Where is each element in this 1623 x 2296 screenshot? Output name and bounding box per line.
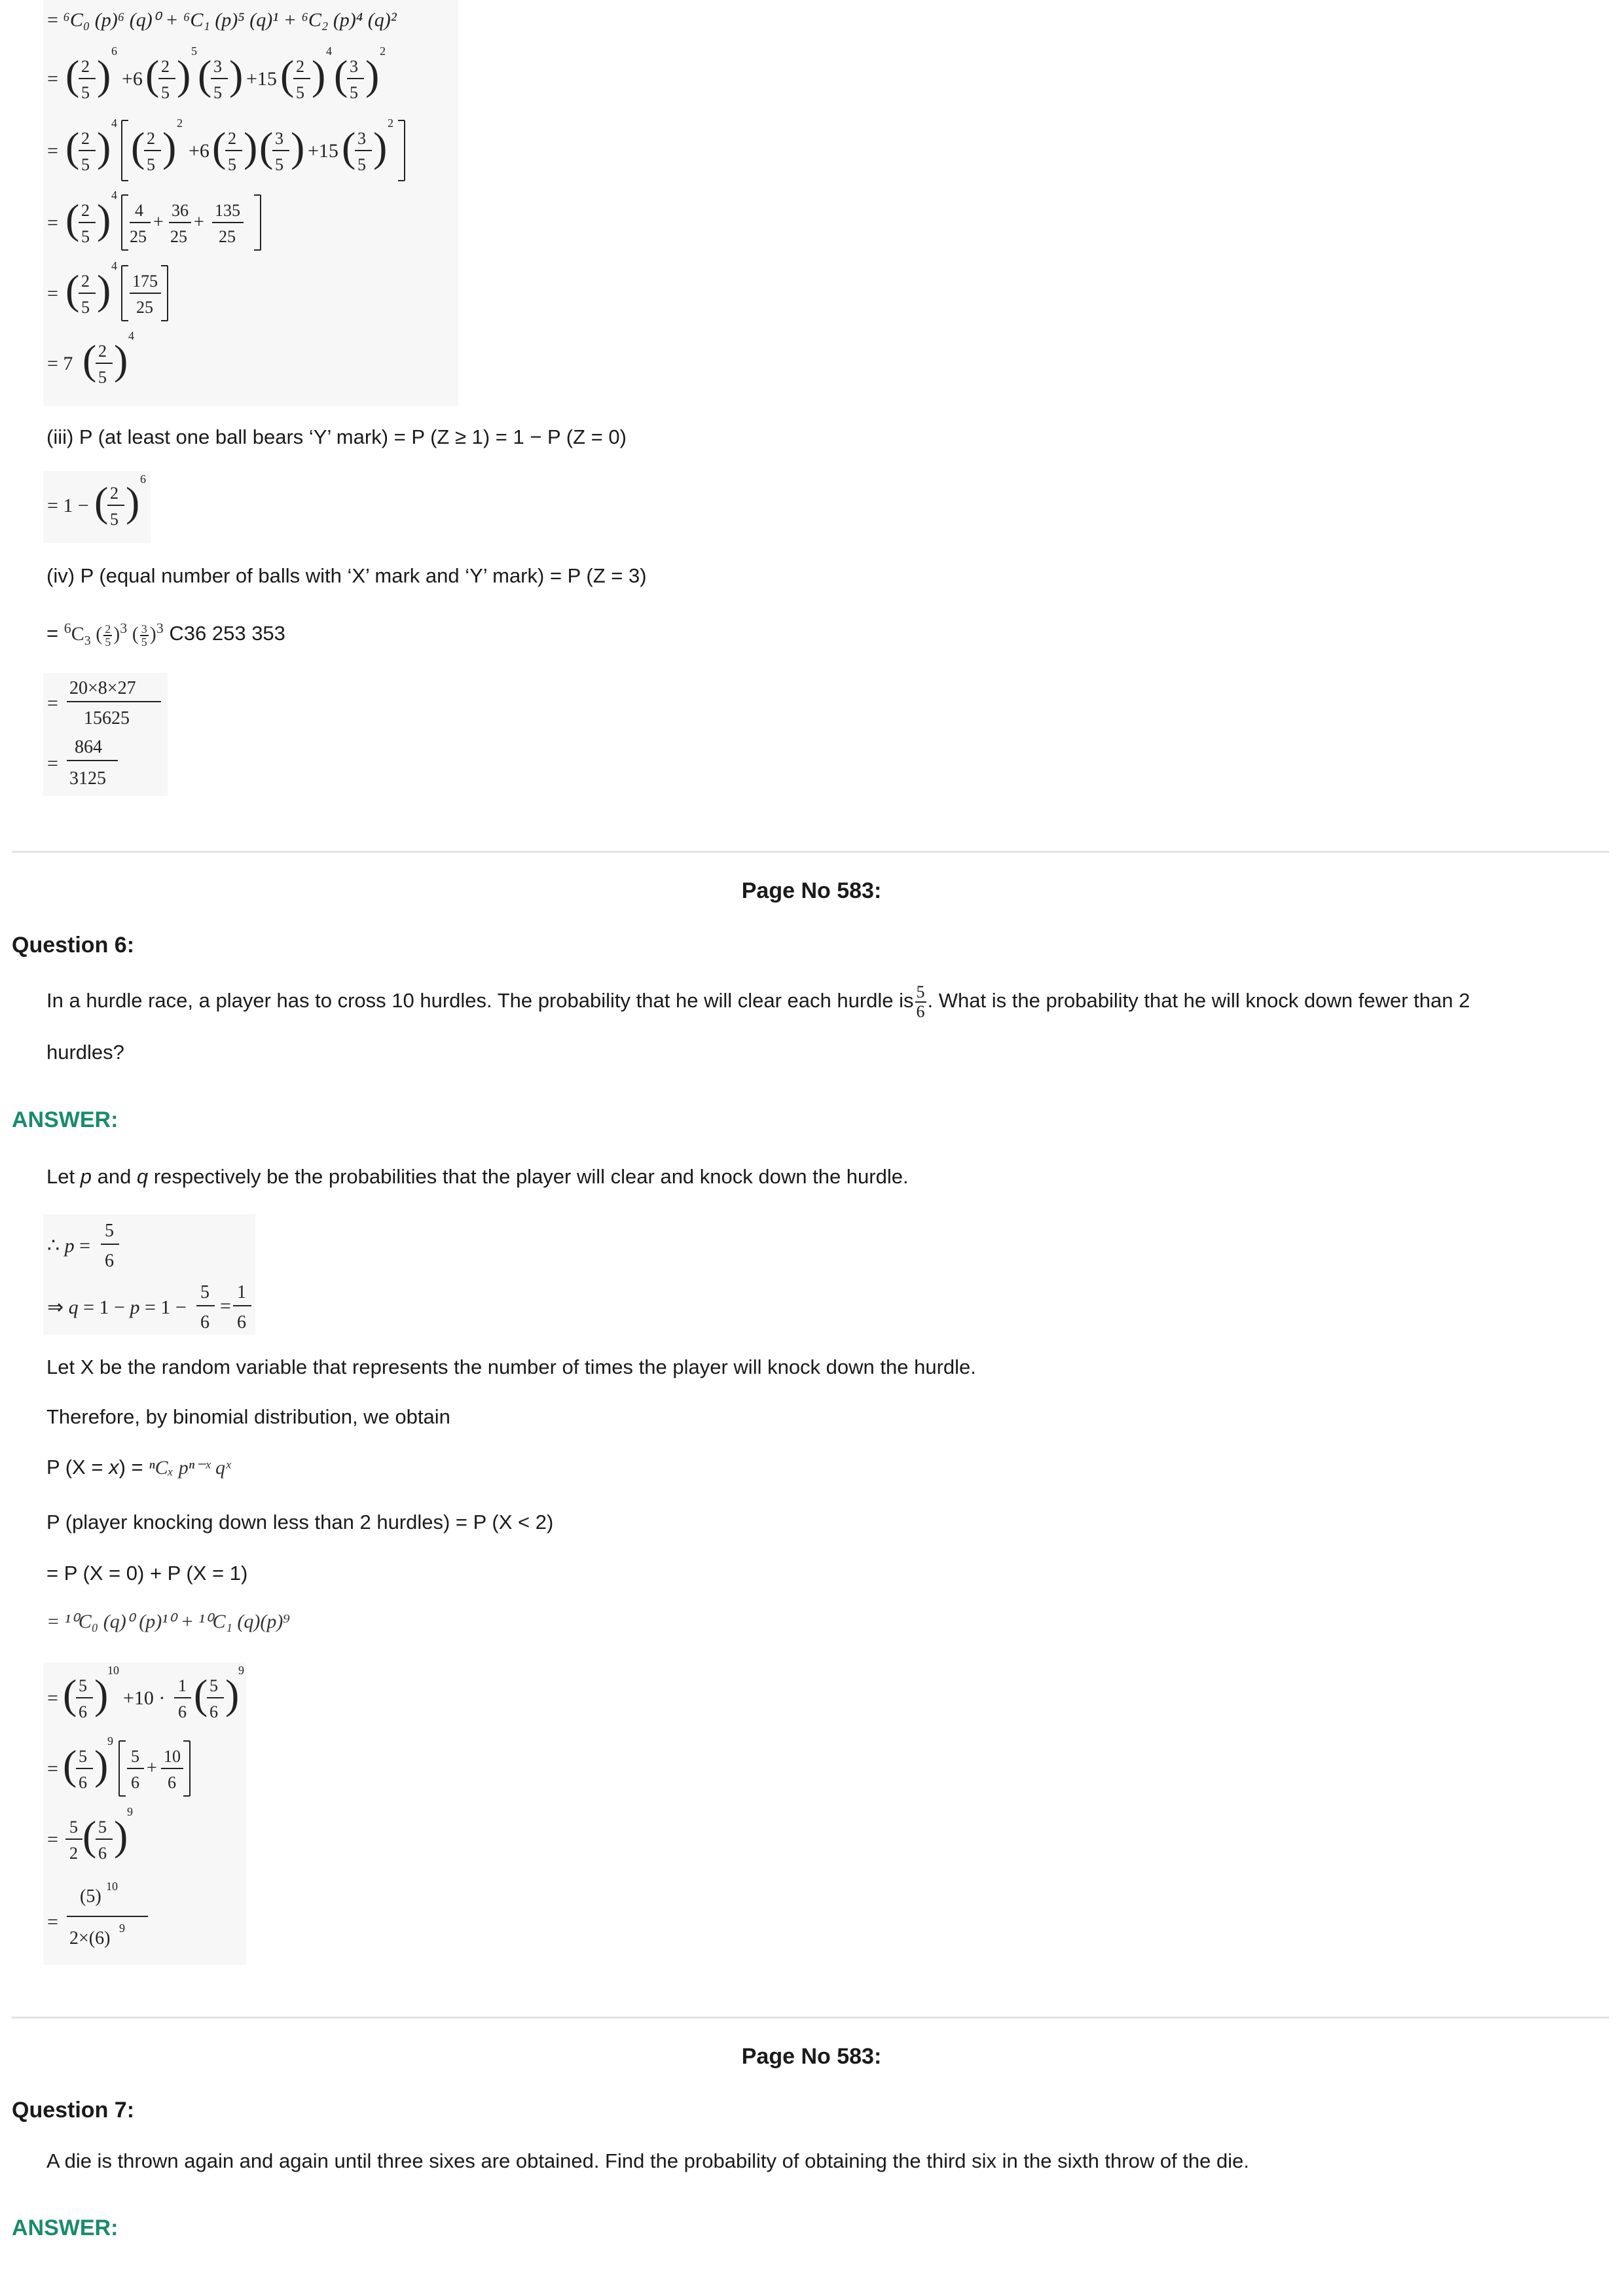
section-divider-2 bbox=[12, 2017, 1609, 2018]
svg-text:): ) bbox=[97, 266, 111, 313]
svg-text:6: 6 bbox=[79, 1702, 87, 1721]
svg-text:): ) bbox=[244, 124, 258, 170]
svg-text:): ) bbox=[94, 1671, 109, 1717]
section-divider bbox=[12, 851, 1609, 853]
part-iii-text: (iii) P (at least one ball bears ‘Y’ mark) = P (Z ≥ 1) = 1 − P (Z = 0) bbox=[46, 425, 627, 448]
svg-text:= 1 −: = 1 − bbox=[47, 495, 89, 516]
svg-text:2: 2 bbox=[161, 57, 170, 76]
svg-text:4: 4 bbox=[326, 45, 332, 58]
svg-text:2: 2 bbox=[177, 117, 183, 130]
svg-text:3125: 3125 bbox=[69, 768, 106, 789]
svg-text:5: 5 bbox=[275, 155, 283, 174]
svg-text:9: 9 bbox=[127, 1805, 133, 1818]
svg-text:5: 5 bbox=[161, 83, 170, 102]
svg-text:1: 1 bbox=[178, 1676, 187, 1695]
svg-text:135: 135 bbox=[215, 201, 240, 220]
svg-text:2: 2 bbox=[81, 272, 90, 291]
svg-text:+: + bbox=[194, 212, 204, 232]
svg-text:5: 5 bbox=[131, 1747, 139, 1766]
part-iv-alt-text: C36 253 353 bbox=[169, 622, 285, 645]
svg-text:25: 25 bbox=[219, 227, 236, 246]
answer-6-intro: Let p and q respectively be the probabilities that the player will clear and knock down the hurdle. bbox=[46, 1165, 909, 1188]
svg-text:6: 6 bbox=[105, 1251, 114, 1271]
svg-text:(: ( bbox=[82, 336, 97, 383]
math-image-part-iii bbox=[43, 471, 151, 543]
svg-text:= ⁶C₀ (p)⁶ (q)⁰ + ⁶C₁ (p)⁵ (q): = ⁶C₀ (p)⁶ (q)⁰ + ⁶C₁ (p)⁵ (q)¹ + ⁶C₂ (p)⁴ (q)² bbox=[47, 9, 397, 31]
svg-text:25: 25 bbox=[136, 298, 153, 317]
svg-text:(: ( bbox=[280, 52, 295, 98]
svg-text:=: = bbox=[220, 1295, 231, 1317]
svg-text:3: 3 bbox=[275, 129, 283, 148]
svg-text:10: 10 bbox=[106, 1880, 118, 1893]
svg-text:(: ( bbox=[65, 52, 80, 98]
svg-text:=: = bbox=[47, 1758, 58, 1780]
svg-text:=: = bbox=[47, 753, 58, 774]
svg-text:+6: +6 bbox=[122, 68, 143, 90]
svg-text:864: 864 bbox=[75, 737, 102, 757]
answer-6-random-variable: Let X be the random variable that represents the number of times the player will knock down the hurdle. bbox=[46, 1355, 976, 1378]
answer-6-binomial-intro: Therefore, by binomial distribution, we obtain bbox=[46, 1405, 450, 1428]
svg-text:9: 9 bbox=[238, 1664, 244, 1677]
svg-text:5: 5 bbox=[228, 155, 236, 174]
svg-text:+15: +15 bbox=[308, 140, 338, 162]
svg-text:(5): (5) bbox=[80, 1886, 101, 1907]
svg-text:(: ( bbox=[198, 52, 212, 98]
answer-6-expansion: = ¹⁰C₀ (q)⁰ (p)¹⁰ + ¹⁰C₁ (q)(p)⁹ bbox=[46, 1611, 290, 1632]
svg-text:(: ( bbox=[63, 1671, 77, 1717]
svg-text:6: 6 bbox=[237, 1312, 246, 1333]
math-image-part-iv bbox=[43, 673, 168, 796]
svg-text:5: 5 bbox=[105, 1221, 114, 1241]
part-iv-combination: $^6C_3$ ( $\frac{2}{5}$ )$^3$ ( $\frac{3}{5}$ )$^3$ bbox=[64, 620, 164, 649]
svg-text:6: 6 bbox=[200, 1312, 210, 1333]
svg-text:5: 5 bbox=[81, 298, 90, 317]
math-image-final bbox=[43, 1662, 246, 1965]
svg-text:175: 175 bbox=[132, 272, 158, 291]
svg-text:5: 5 bbox=[191, 45, 197, 58]
part-iv-text: (iv) P (equal number of balls with ‘X’ mark and ‘Y’ mark) = P (Z = 3) bbox=[46, 564, 647, 587]
svg-text:5: 5 bbox=[110, 510, 119, 529]
svg-text:+10 ·: +10 · bbox=[123, 1687, 166, 1709]
math-image-expansion bbox=[43, 0, 458, 406]
svg-text:2: 2 bbox=[147, 129, 155, 148]
probability-fraction: $\frac{5}{6}$ bbox=[916, 982, 925, 1021]
svg-text:): ) bbox=[365, 52, 380, 98]
svg-text:1: 1 bbox=[237, 1282, 246, 1302]
svg-text:=: = bbox=[47, 1687, 58, 1709]
svg-text:10: 10 bbox=[164, 1747, 181, 1766]
svg-text:5: 5 bbox=[296, 83, 304, 102]
svg-text:3: 3 bbox=[357, 129, 366, 148]
svg-text:3: 3 bbox=[213, 57, 222, 76]
svg-text:=: = bbox=[47, 68, 58, 90]
svg-text:2: 2 bbox=[110, 484, 119, 503]
svg-text:): ) bbox=[114, 336, 128, 383]
svg-text:5: 5 bbox=[81, 83, 90, 102]
svg-text:(: ( bbox=[212, 124, 227, 170]
svg-text:5: 5 bbox=[81, 155, 90, 174]
svg-text:4: 4 bbox=[111, 259, 117, 272]
question-6-text-c: hurdles? bbox=[46, 1041, 124, 1064]
svg-text:20×8×27: 20×8×27 bbox=[69, 678, 136, 698]
svg-text:2: 2 bbox=[69, 1844, 78, 1863]
svg-text:): ) bbox=[373, 124, 388, 170]
svg-text:=: = bbox=[47, 140, 58, 162]
svg-text:5: 5 bbox=[213, 83, 222, 102]
svg-text:+15: +15 bbox=[246, 68, 277, 90]
question-6-text-b: . What is the probability that he will knock down fewer than 2 bbox=[927, 989, 1470, 1013]
question-6-label: Question 6: bbox=[12, 933, 135, 958]
svg-text:4: 4 bbox=[111, 117, 117, 130]
svg-text:(: ( bbox=[65, 196, 80, 242]
svg-text:9: 9 bbox=[107, 1734, 113, 1748]
answer-label: ANSWER: bbox=[12, 1107, 119, 1132]
svg-text:36: 36 bbox=[172, 201, 189, 220]
svg-text:): ) bbox=[177, 52, 191, 98]
svg-text:(: ( bbox=[131, 124, 145, 170]
question-7-text: A die is thrown again and again until three sixes are obtained. Find the probability of obtaining the third six in the sixth throw of the die. bbox=[46, 2149, 1250, 2172]
svg-text:(: ( bbox=[82, 1812, 97, 1859]
svg-text:6: 6 bbox=[98, 1844, 107, 1863]
svg-text:(: ( bbox=[65, 124, 80, 170]
svg-text:): ) bbox=[94, 1742, 109, 1788]
svg-text:10: 10 bbox=[107, 1664, 119, 1677]
svg-text:=: = bbox=[47, 283, 58, 304]
svg-text:(: ( bbox=[63, 1742, 77, 1788]
svg-text:=: = bbox=[47, 212, 58, 234]
svg-text:+6: +6 bbox=[189, 140, 210, 162]
math-image-p-q bbox=[43, 1214, 255, 1335]
svg-text:2: 2 bbox=[81, 129, 90, 148]
svg-text:): ) bbox=[291, 124, 305, 170]
svg-text:(: ( bbox=[65, 266, 80, 313]
svg-text:6: 6 bbox=[140, 473, 146, 486]
answer-label-2: ANSWER: bbox=[12, 2215, 119, 2240]
svg-text:4: 4 bbox=[128, 329, 134, 342]
svg-text:(: ( bbox=[342, 124, 356, 170]
svg-text:5: 5 bbox=[357, 155, 366, 174]
svg-text:2: 2 bbox=[296, 57, 304, 76]
answer-6-pmf: P (X = x) = ⁿCₓ pⁿ⁻ˣ qˣ bbox=[46, 1456, 231, 1479]
svg-text:15625: 15625 bbox=[84, 708, 130, 728]
svg-text:∴ p =: ∴ p = bbox=[47, 1235, 91, 1257]
svg-text:9: 9 bbox=[119, 1922, 125, 1935]
pmf-formula: ⁿCₓ pⁿ⁻ˣ qˣ bbox=[149, 1457, 231, 1479]
svg-text:): ) bbox=[312, 52, 326, 98]
svg-text:5: 5 bbox=[79, 1747, 87, 1766]
svg-text:): ) bbox=[97, 124, 111, 170]
svg-text:5: 5 bbox=[350, 83, 358, 102]
svg-text:5: 5 bbox=[200, 1282, 210, 1302]
svg-text:2: 2 bbox=[380, 45, 386, 58]
svg-text:2×(6): 2×(6) bbox=[69, 1928, 111, 1948]
question-6-text-a: In a hurdle race, a player has to cross 10 hurdles. The probability that he will clear each hurdle is bbox=[46, 989, 914, 1013]
part-iv-binomial-line bbox=[46, 615, 285, 654]
page-number-heading-2: Page No 583: bbox=[741, 2044, 882, 2069]
svg-text:5: 5 bbox=[147, 155, 155, 174]
svg-text:6: 6 bbox=[79, 1773, 87, 1792]
page-number-heading: Page No 583: bbox=[741, 878, 882, 903]
svg-text:6: 6 bbox=[168, 1773, 176, 1792]
svg-text:6: 6 bbox=[131, 1773, 139, 1792]
svg-text:): ) bbox=[114, 1812, 128, 1859]
svg-text:2: 2 bbox=[98, 342, 107, 361]
svg-text:2: 2 bbox=[81, 201, 90, 220]
svg-text:= 7: = 7 bbox=[47, 353, 73, 374]
svg-text:(: ( bbox=[94, 478, 109, 525]
svg-text:4: 4 bbox=[111, 188, 117, 202]
svg-text:2: 2 bbox=[81, 57, 90, 76]
svg-text:5: 5 bbox=[98, 1818, 107, 1837]
part-iv-equals: = bbox=[46, 622, 59, 645]
svg-text:(: ( bbox=[145, 52, 160, 98]
svg-text:5: 5 bbox=[210, 1676, 218, 1695]
svg-text:): ) bbox=[162, 124, 177, 170]
answer-6-event: P (player knocking down less than 2 hurdles) = P (X < 2) bbox=[46, 1511, 554, 1534]
svg-text:6: 6 bbox=[111, 45, 117, 58]
svg-text:(: ( bbox=[259, 124, 274, 170]
svg-text:5: 5 bbox=[79, 1676, 87, 1695]
svg-text:=: = bbox=[47, 1911, 58, 1933]
svg-text:): ) bbox=[126, 478, 140, 525]
svg-text:3: 3 bbox=[350, 57, 358, 76]
svg-text:2: 2 bbox=[388, 117, 393, 130]
svg-text:+: + bbox=[153, 212, 164, 232]
svg-text:⇒ q = 1 − p = 1 −: ⇒ q = 1 − p = 1 − bbox=[47, 1297, 187, 1318]
svg-text:5: 5 bbox=[69, 1818, 78, 1837]
svg-text:25: 25 bbox=[170, 227, 187, 246]
svg-text:5: 5 bbox=[98, 368, 107, 387]
svg-text:): ) bbox=[229, 52, 244, 98]
svg-text:): ) bbox=[97, 196, 111, 242]
svg-text:): ) bbox=[97, 52, 111, 98]
svg-text:(: ( bbox=[194, 1671, 208, 1717]
svg-text:6: 6 bbox=[210, 1702, 218, 1721]
svg-text:6: 6 bbox=[178, 1702, 187, 1721]
svg-text:+: + bbox=[147, 1758, 157, 1778]
svg-text:2: 2 bbox=[228, 129, 236, 148]
svg-text:25: 25 bbox=[130, 227, 147, 246]
svg-text:=: = bbox=[47, 1829, 58, 1850]
svg-text:): ) bbox=[225, 1671, 240, 1717]
answer-6-sum: = P (X = 0) + P (X = 1) bbox=[46, 1562, 248, 1585]
svg-text:=: = bbox=[47, 692, 58, 714]
question-7-label: Question 7: bbox=[12, 2098, 135, 2123]
svg-text:4: 4 bbox=[135, 201, 143, 220]
svg-text:5: 5 bbox=[81, 227, 90, 246]
question-6-text bbox=[46, 983, 1470, 1021]
svg-text:(: ( bbox=[334, 52, 348, 98]
